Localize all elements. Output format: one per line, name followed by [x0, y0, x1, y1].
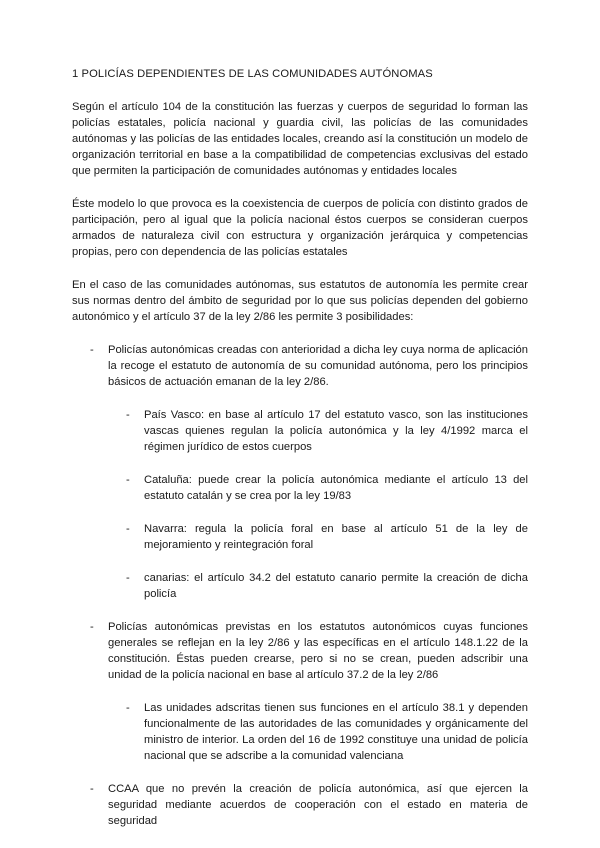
sub-list: [108, 407, 528, 602]
bullet-dash: -: [126, 702, 130, 714]
sub-list-item-text: Cataluña: puede crear la policía autonómica mediante el artículo 13 del estatuto catalán y se crea por la ley 19/83: [144, 474, 528, 502]
bullet-dash: -: [90, 783, 94, 795]
bullet-dash: -: [90, 344, 94, 356]
bullet-dash: -: [126, 474, 130, 486]
sub-list-item-text: Navarra: regula la policía foral en base al artículo 51 de la ley de mejoramiento y reintegración foral: [144, 523, 528, 551]
sub-list-item: [108, 570, 528, 602]
sub-list-item: [108, 472, 528, 504]
document-page: [72, 66, 528, 846]
sub-list: [108, 700, 528, 764]
list-item-text: CCAA que no prevén la creación de policía autonómica, así que ejercen la seguridad mediante acuerdos de cooperación con el estado en materia de seguridad: [108, 783, 528, 827]
list-item: [72, 619, 528, 764]
sub-list-item: [108, 407, 528, 455]
document-heading: 1 POLICÍAS DEPENDIENTES DE LAS COMUNIDADES AUTÓNOMAS: [72, 68, 433, 80]
sub-list-item: [108, 700, 528, 764]
bullet-dash: -: [90, 621, 94, 633]
list-item-text: Policías autonómicas creadas con anterioridad a dicha ley cuya norma de aplicación la recoge el estatuto de autonomía de su comunidad autónoma, pero los principios básicos de actuación emanan de la ley 2/86.: [108, 344, 528, 388]
sub-list-item-text: Las unidades adscritas tienen sus funciones en el artículo 38.1 y dependen funcionalmente de las autoridades de las comunidades y orgánicamente del ministro de interior. La orden del 16 de 1992 constituye una unidad de policía nacional que se adscribe a la comunidad valenciana: [144, 702, 528, 762]
list-item: [72, 781, 528, 829]
paragraph-autonomous-communities: En el caso de las comunidades autónomas, sus estatutos de autonomía les permite crear sus normas dentro del ámbito de seguridad por lo que sus policías dependen del gobierno autonómico y el artículo 37 de la ley 2/86 les permite 3 posibilidades:: [72, 279, 528, 323]
sub-list-item: [108, 521, 528, 553]
paragraph-coexistence: Éste modelo lo que provoca es la coexistencia de cuerpos de policía con distinto grados de participación, pero al igual que la policía nacional éstos cuerpos se consideran cuerpos armados de naturaleza civil con estructura y organización jerárquica y competencias propias, pero con dependencia de las policías estatales: [72, 198, 528, 258]
bullet-dash: -: [126, 523, 130, 535]
bullet-dash: -: [126, 572, 130, 584]
sub-list-item-text: canarias: el artículo 34.2 del estatuto canario permite la creación de dicha policía: [144, 572, 528, 600]
sub-list-item-text: País Vasco: en base al artículo 17 del estatuto vasco, son las instituciones vascas quienes regulan la policía autonómica y la ley 4/1992 marca el régimen jurídico de estos cuerpos: [144, 409, 528, 453]
list-item: [72, 342, 528, 602]
list-item-text: Policías autonómicas previstas en los estatutos autonómicos cuyas funciones generales se reflejan en la ley 2/86 y las específicas en el artículo 148.1.22 de la constitución. Éstas pueden crearse, pero si no se crean, pueden adscribir una unidad de la policía nacional en base al artículo 37.2 de la ley 2/86: [108, 621, 528, 681]
possibilities-list: [72, 342, 528, 829]
paragraph-constitution: Según el artículo 104 de la constitución las fuerzas y cuerpos de seguridad lo forman las policías estatales, policía nacional y guardia civil, las policías de las comunidades autónomas y las policías de las entidades locales, creando así la constitución un modelo de organización territorial en base a la compatibilidad de competencias exclusivas del estado que permiten la participación de comunidades autónomas y entidades locales: [72, 101, 528, 177]
bullet-dash: -: [126, 409, 130, 421]
